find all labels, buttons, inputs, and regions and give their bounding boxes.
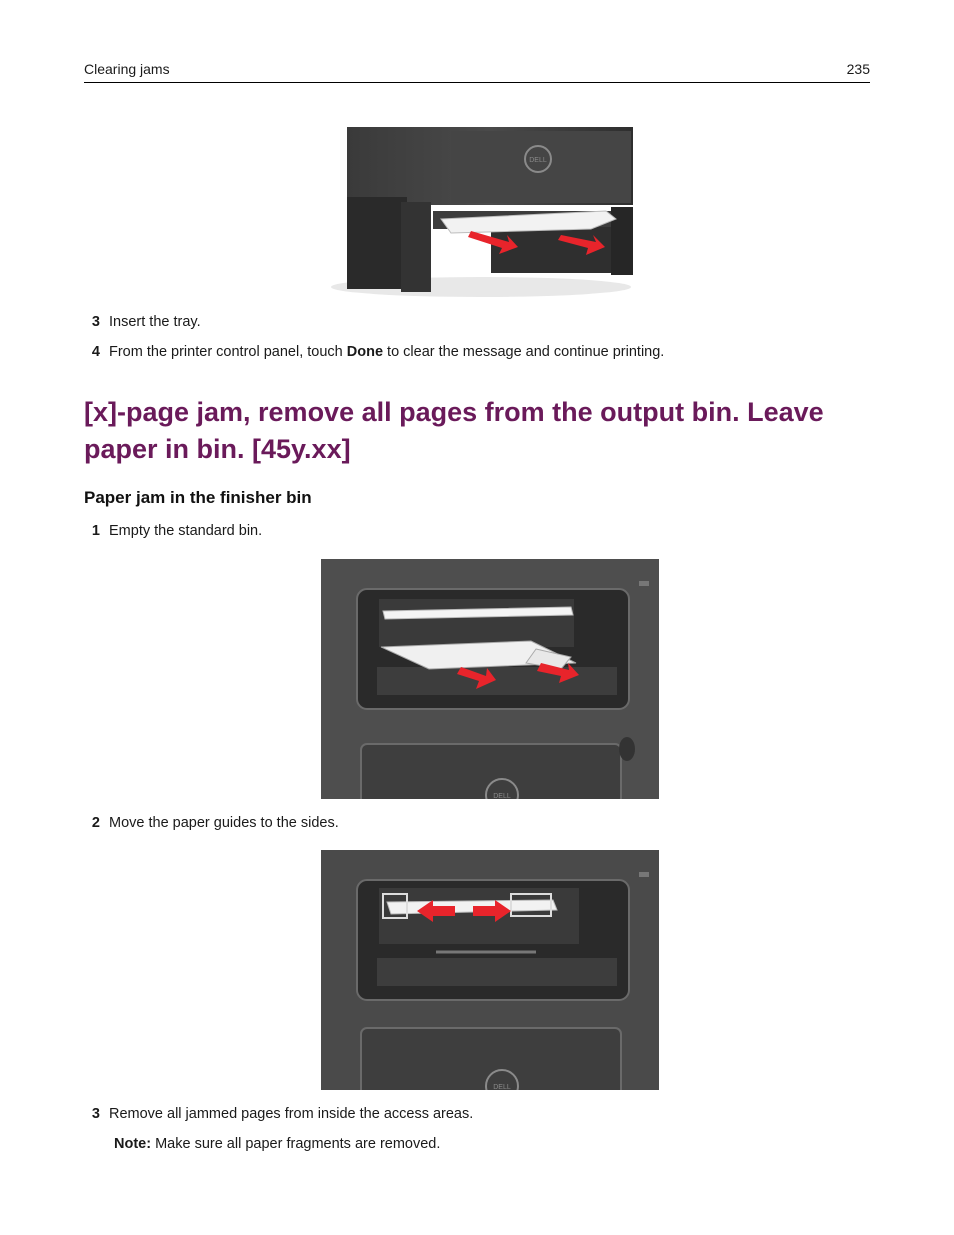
move-guides-illustration: [321, 850, 659, 1090]
tray-jam-illustration: [321, 127, 633, 297]
note-text: Make sure all paper fragments are removed.: [151, 1136, 441, 1152]
section-name: Clearing jams: [84, 61, 170, 77]
step-empty-bin: 1 Empty the standard bin.: [91, 523, 263, 539]
dell-logo-2: DELL: [493, 793, 511, 799]
note: [114, 1136, 440, 1152]
step-insert-tray: 3 Insert the tray.: [91, 314, 201, 330]
dell-logo-3: DELL: [493, 1084, 511, 1090]
step-touch-done: 4 From the printer control panel, touch Done to clear the message and continue printing.: [91, 344, 665, 360]
note-label: Note:: [114, 1136, 152, 1152]
empty-bin-illustration: [321, 559, 659, 799]
dell-logo-1: DELL: [529, 157, 547, 164]
section-heading: [x]-page jam, remove all pages from the output bin. Leave paper in bin. [45y.xx]: [84, 397, 824, 464]
step-remove-pages: 3 Remove all jammed pages from inside the access areas.: [91, 1106, 474, 1122]
page-number: 235: [846, 61, 870, 77]
subsection-heading: Paper jam in the finisher bin: [84, 488, 312, 507]
page-header: [84, 58, 870, 83]
step-move-guides: 2 Move the paper guides to the sides.: [91, 815, 339, 831]
